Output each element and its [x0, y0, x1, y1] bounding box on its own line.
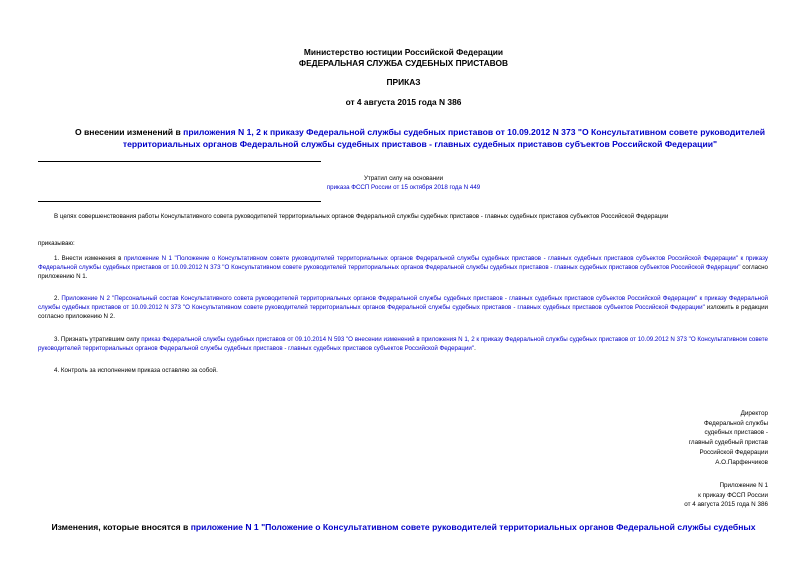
appendix-line: к приказу ФССП России [698, 491, 768, 499]
item-3 [38, 336, 768, 354]
signature-line: А.О.Парфенчиков [715, 458, 768, 466]
ministry-name: Министерство юстиции Российской Федерации [303, 47, 504, 57]
separator-line [38, 201, 321, 202]
intro-paragraph: В целях совершенствования работы Консультативного совета руководителей территориальных органов Федеральной службы судебных приставов - главных судебных приставов субъектов Российской Федерации [54, 213, 669, 220]
changes-title-prefix: Изменения, которые вносятся в [51, 522, 191, 532]
document-type: ПРИКАЗ [386, 77, 421, 87]
document-date: от 4 августа 2015 года N 386 [345, 97, 462, 107]
item-2-text: 2. [54, 295, 62, 302]
changes-title-link[interactable]: приложение N 1 "Положение о Консультативном совете руководителей территориальных органов Федеральной службы судебных [190, 522, 756, 532]
title-prefix: О внесении изменений в [74, 127, 184, 137]
item-2 [38, 295, 768, 322]
appendix-line: Приложение N 1 [719, 482, 768, 489]
signature-line: Российской Федерации [699, 448, 768, 456]
item-3-link[interactable]: приказ Федеральной службы судебных приставов от 09.10.2014 N 593 "О внесении изменений в приложения N 1, 2 к приказу Федеральной службы судебных приставов от 10.09.2012 N 373 "О Консультативном совете руководителей территориальных органов Федеральной службы судебных приставов - главных судебных приставов субъектов Российской Федерации" [38, 336, 768, 352]
status-link[interactable]: приказа ФССП России от 15 октября 2018 года N 449 [326, 184, 481, 191]
signature-line: Директор [740, 410, 768, 417]
item-1 [38, 255, 768, 282]
appendix-line: от 4 августа 2015 года N 386 [684, 501, 768, 509]
item-3-text: 3. Признать утратившим силу [54, 336, 142, 343]
document-title [40, 126, 800, 150]
order-word: приказываю: [38, 240, 75, 247]
item-3-tail: . [474, 344, 476, 352]
signature-line: судебных приставов - [704, 429, 768, 437]
item-2-tail: изложить в редакции согласно приложению N 2. [38, 303, 768, 320]
signature-line: главный судебный пристав [688, 439, 768, 447]
item-1-tail: согласно приложению N 1. [38, 263, 768, 280]
separator-line [38, 161, 321, 162]
item-1-link[interactable]: приложение N 1 "Положение о Консультативном совете руководителей территориальных органов Федеральной службы судебных приставов - главных судебных приставов субъектов Российской Федерации" к приказу Федеральной службы судебных приставов от 10.09.2012 N 373 "О Консультативном совете руководителей территориальных органов Федеральной службы судебных приставов - главных судебных приставов субъектов Российской Федерации" [38, 255, 768, 271]
appendix-block [568, 481, 768, 510]
item-1-text: 1. Внести изменения в [54, 255, 124, 262]
title-link[interactable]: приложения N 1, 2 к приказу Федеральной службы судебных приставов от 10.09.2012 N 373 "О Консультативном совете руководителей территориальных органов Федеральной службы судебных приставов - главных судебных приставов субъектов Российской Федерации" [122, 127, 766, 149]
item-2-link[interactable]: Приложение N 2 "Персональный состав Консультативного совета руководителей территориальных органов Федеральной службы судебных приставов - главных судебных приставов субъектов Российской Федерации" к приказу Федеральной службы судебных приставов от 10.09.2012 N 373 "О Консультативном совете руководителей территориальных органов Федеральной службы судебных приставов - главных судебных приставов субъектов Российской Федерации" [38, 295, 768, 311]
item-4: 4. Контроль за исполнением приказа оставляю за собой. [54, 367, 218, 374]
changes-title [0, 521, 807, 533]
status-label: Утратил силу на основании [363, 175, 444, 182]
service-name: ФЕДЕРАЛЬНАЯ СЛУЖБА СУДЕБНЫХ ПРИСТАВОВ [298, 58, 509, 68]
signature-line: Федеральной службы [704, 419, 768, 427]
signature-block [568, 409, 768, 467]
